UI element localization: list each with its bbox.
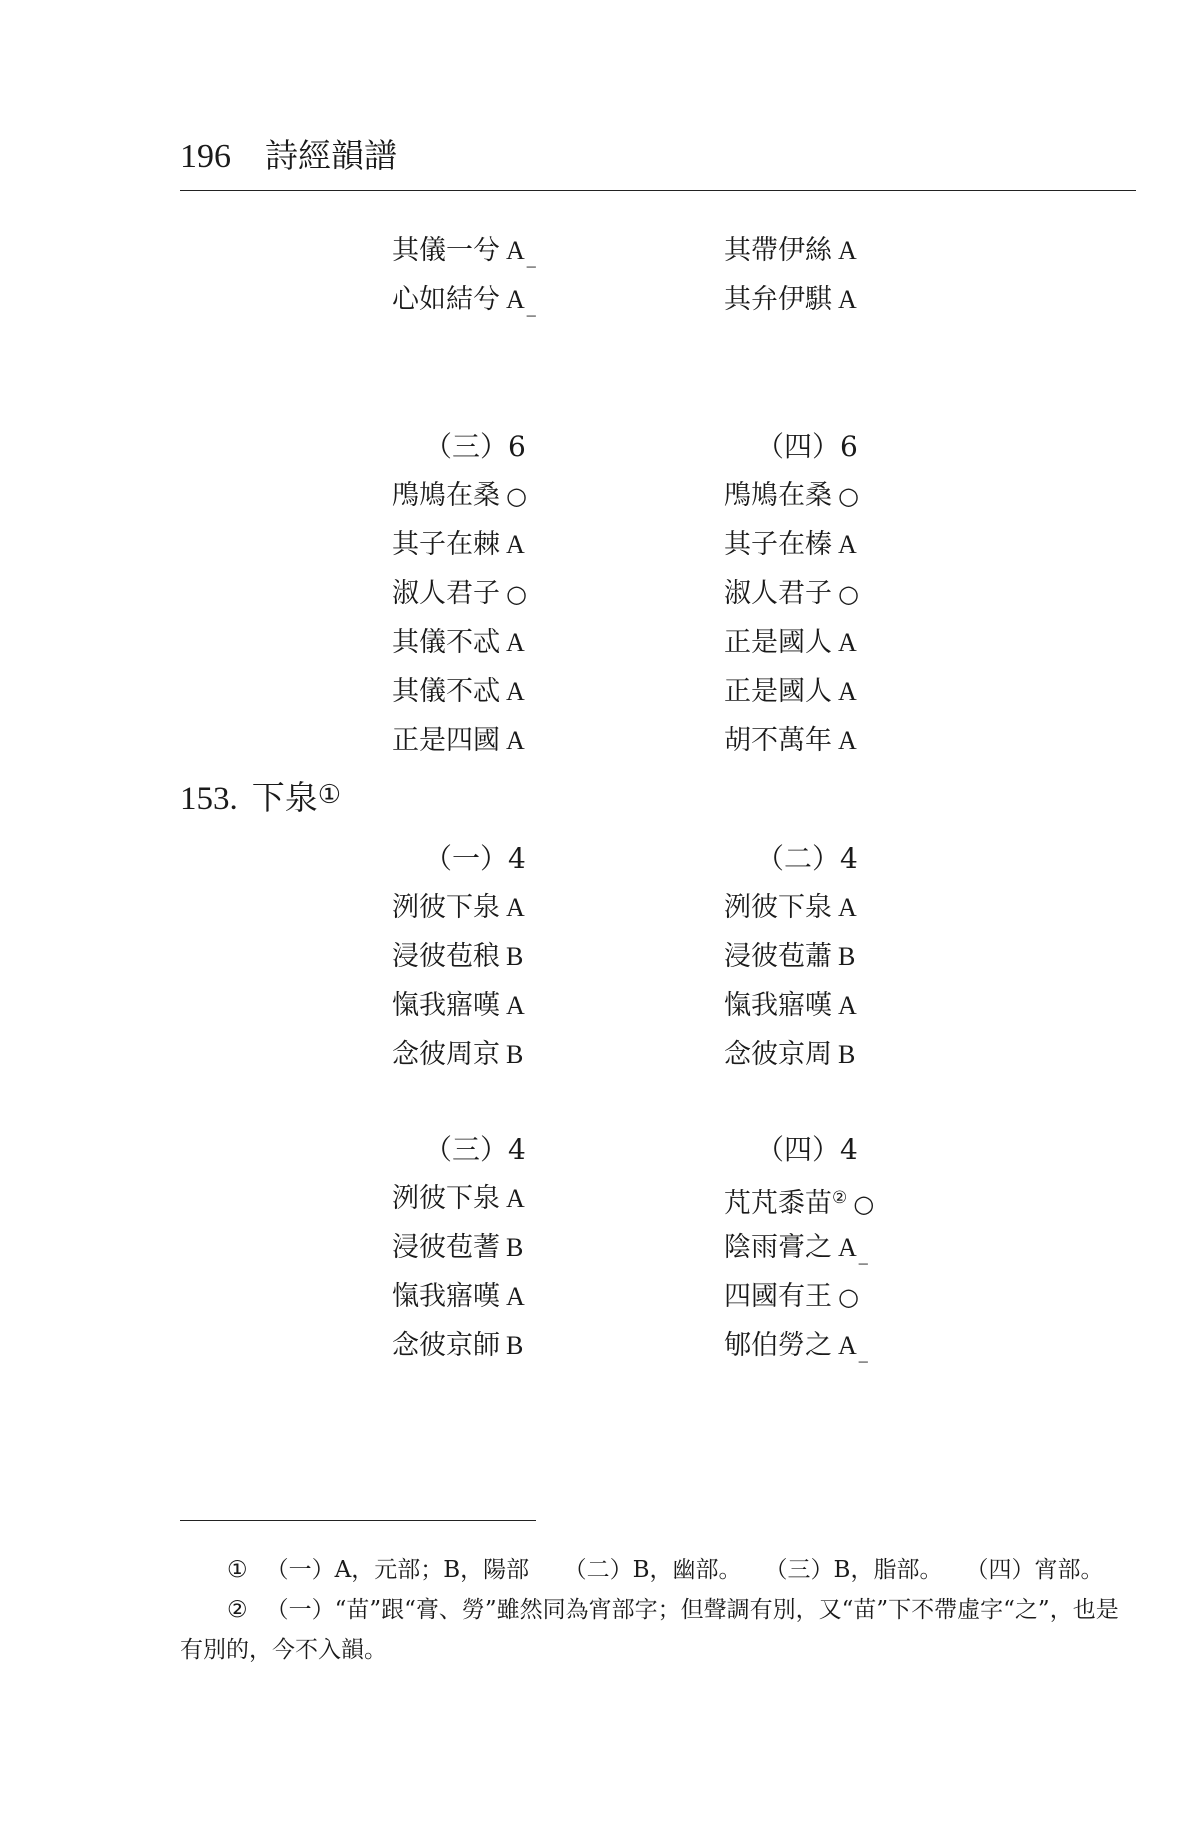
stanza-label: （一）4 — [424, 842, 526, 875]
verse-line — [392, 1272, 692, 1321]
verse-line — [724, 226, 1024, 275]
verse-line — [724, 981, 1024, 1030]
footnote-ref: ① — [317, 780, 342, 810]
rhyme-mark: A — [506, 285, 525, 314]
verse-line — [724, 1030, 1024, 1079]
verse-line — [392, 471, 692, 520]
stanza-label: （四）6 — [756, 430, 858, 463]
verse-line — [392, 932, 692, 981]
rhyme-sub: _ — [858, 1246, 868, 1266]
rhyme-mark: A — [838, 628, 857, 657]
rhyme-mark: A — [506, 677, 525, 706]
rhyme-mark: A — [838, 893, 857, 922]
rhyme-mark: A — [838, 236, 857, 265]
verse-text: 淑人君子 — [724, 578, 832, 609]
verse-line — [724, 883, 1024, 932]
rhyme-sub: _ — [858, 1344, 868, 1364]
verse-line — [392, 1174, 692, 1223]
running-header — [180, 130, 397, 177]
rhyme-mark: B — [506, 1331, 524, 1360]
rhyme-mark: A — [506, 530, 525, 559]
verse-text: 浸彼苞稂 — [392, 941, 500, 972]
poem-number: 153. — [180, 781, 238, 817]
rhyme-mark: A — [838, 677, 857, 706]
rhyme-mark: B — [506, 1040, 524, 1069]
verse-line — [392, 667, 692, 716]
rhyme-mark: A — [506, 726, 525, 755]
footnote-2 — [180, 1590, 1130, 1670]
verse-line — [392, 981, 692, 1030]
prev-stanza-3 — [392, 422, 692, 765]
rhyme-mark: ○ — [506, 482, 527, 510]
rhyme-mark: ○ — [853, 1190, 875, 1218]
verse-text: 念彼京師 — [392, 1330, 500, 1361]
footnotes — [180, 1550, 1130, 1670]
verse-line — [724, 1272, 1024, 1321]
verse-line — [724, 667, 1024, 716]
verse-line — [724, 275, 1024, 324]
verse-line — [392, 883, 692, 932]
rhyme-mark: A — [506, 1184, 525, 1213]
footnote-ref: ② — [832, 1188, 848, 1208]
verse-text: 其子在棘 — [392, 529, 500, 560]
footnote-rule — [180, 1520, 536, 1521]
stanza-1 — [392, 834, 692, 1079]
rhyme-mark: ○ — [838, 580, 859, 608]
verse-line — [392, 1321, 692, 1370]
verse-line — [724, 1223, 1024, 1272]
page-number: 196 — [180, 138, 231, 175]
verse-text: 其子在榛 — [724, 529, 832, 560]
stanza-4 — [724, 1125, 1024, 1370]
rhyme-mark: B — [838, 942, 856, 971]
stanza-3 — [392, 1125, 692, 1370]
rhyme-mark: A — [506, 236, 525, 265]
footnote-mark: ② — [227, 1597, 248, 1623]
verse-text: 其儀一兮 — [392, 235, 500, 266]
verse-line — [392, 1223, 692, 1272]
verse-text: 浸彼苞蓍 — [392, 1232, 500, 1263]
prev-stanza-tail-right — [724, 226, 1024, 324]
verse-line — [724, 569, 1024, 618]
rhyme-sub: _ — [526, 249, 536, 269]
rhyme-mark: A — [838, 1233, 857, 1262]
verse-text: 浸彼苞蕭 — [724, 941, 832, 972]
rhyme-mark: A — [838, 530, 857, 559]
footnote-mark: ① — [227, 1557, 248, 1583]
verse-text: 其儀不忒 — [392, 627, 500, 658]
verse-text: 胡不萬年 — [724, 725, 832, 756]
verse-text: 鳲鳩在桑 — [392, 480, 500, 511]
verse-text: 念彼京周 — [724, 1039, 832, 1070]
verse-text: 愾我寤嘆 — [724, 990, 832, 1021]
verse-line — [724, 716, 1024, 765]
book-title: 詩經韻譜 — [265, 136, 397, 175]
footnote-1 — [180, 1550, 1130, 1590]
rhyme-mark: A — [506, 628, 525, 657]
verse-line — [392, 618, 692, 667]
rhyme-mark: B — [506, 1233, 524, 1262]
footnote-text: （一）“苗”跟“膏、勞”雖然同為宵部字；但聲調有別，又“苗”下不帶虛字“之”，也是有別的，今不入韻。 — [180, 1597, 1119, 1663]
stanza-label: （二）4 — [756, 842, 858, 875]
header-rule — [180, 190, 1136, 191]
verse-line — [724, 618, 1024, 667]
verse-line — [392, 1030, 692, 1079]
verse-text: 芃芃黍苗 — [724, 1188, 832, 1219]
verse-text: 愾我寤嘆 — [392, 1281, 500, 1312]
verse-text: 洌彼下泉 — [392, 1183, 500, 1214]
rhyme-sub: _ — [526, 298, 536, 318]
stanza-2 — [724, 834, 1024, 1079]
verse-text: 正是四國 — [392, 725, 500, 756]
verse-text: 洌彼下泉 — [724, 892, 832, 923]
verse-text: 四國有王 — [724, 1281, 832, 1312]
verse-line — [392, 569, 692, 618]
verse-text: 郇伯勞之 — [724, 1330, 832, 1361]
verse-text: 其帶伊絲 — [724, 235, 832, 266]
verse-text: 念彼周京 — [392, 1039, 500, 1070]
verse-text: 其儀不忒 — [392, 676, 500, 707]
rhyme-mark: B — [838, 1040, 856, 1069]
verse-text: 愾我寤嘆 — [392, 990, 500, 1021]
verse-line — [392, 226, 692, 275]
rhyme-mark: ○ — [838, 1283, 859, 1311]
rhyme-mark: A — [838, 726, 857, 755]
verse-line — [724, 1321, 1024, 1370]
poem-title-text: 下泉 — [251, 778, 318, 817]
rhyme-mark: ○ — [838, 482, 859, 510]
poem-title — [180, 772, 341, 819]
stanza-label: （三）6 — [424, 430, 526, 463]
prev-stanza-4 — [724, 422, 1024, 765]
verse-text: 其弁伊騏 — [724, 284, 832, 315]
verse-line — [724, 471, 1024, 520]
verse-line — [392, 716, 692, 765]
verse-line — [724, 520, 1024, 569]
verse-line — [724, 932, 1024, 981]
verse-text: 鳲鳩在桑 — [724, 480, 832, 511]
footnote-text: （一）A，元部；B，陽部 （二）B，幽部。 （三）B，脂部。 （四）宵部。 — [265, 1557, 1104, 1583]
verse-text: 正是國人 — [724, 676, 832, 707]
verse-line — [392, 275, 692, 324]
rhyme-mark: A — [506, 1282, 525, 1311]
verse-line — [724, 1174, 1024, 1223]
rhyme-mark: A — [506, 893, 525, 922]
verse-line — [392, 520, 692, 569]
rhyme-mark: ○ — [506, 580, 527, 608]
rhyme-mark: A — [838, 285, 857, 314]
verse-text: 心如結兮 — [392, 284, 500, 315]
verse-text: 正是國人 — [724, 627, 832, 658]
rhyme-mark: A — [838, 1331, 857, 1360]
rhyme-mark: B — [506, 942, 524, 971]
rhyme-mark: A — [506, 991, 525, 1020]
verse-text: 洌彼下泉 — [392, 892, 500, 923]
rhyme-mark: A — [838, 991, 857, 1020]
stanza-label: （三）4 — [424, 1133, 526, 1166]
verse-text: 淑人君子 — [392, 578, 500, 609]
stanza-label: （四）4 — [756, 1133, 858, 1166]
verse-text: 陰雨膏之 — [724, 1232, 832, 1263]
prev-stanza-tail-left — [392, 226, 692, 324]
